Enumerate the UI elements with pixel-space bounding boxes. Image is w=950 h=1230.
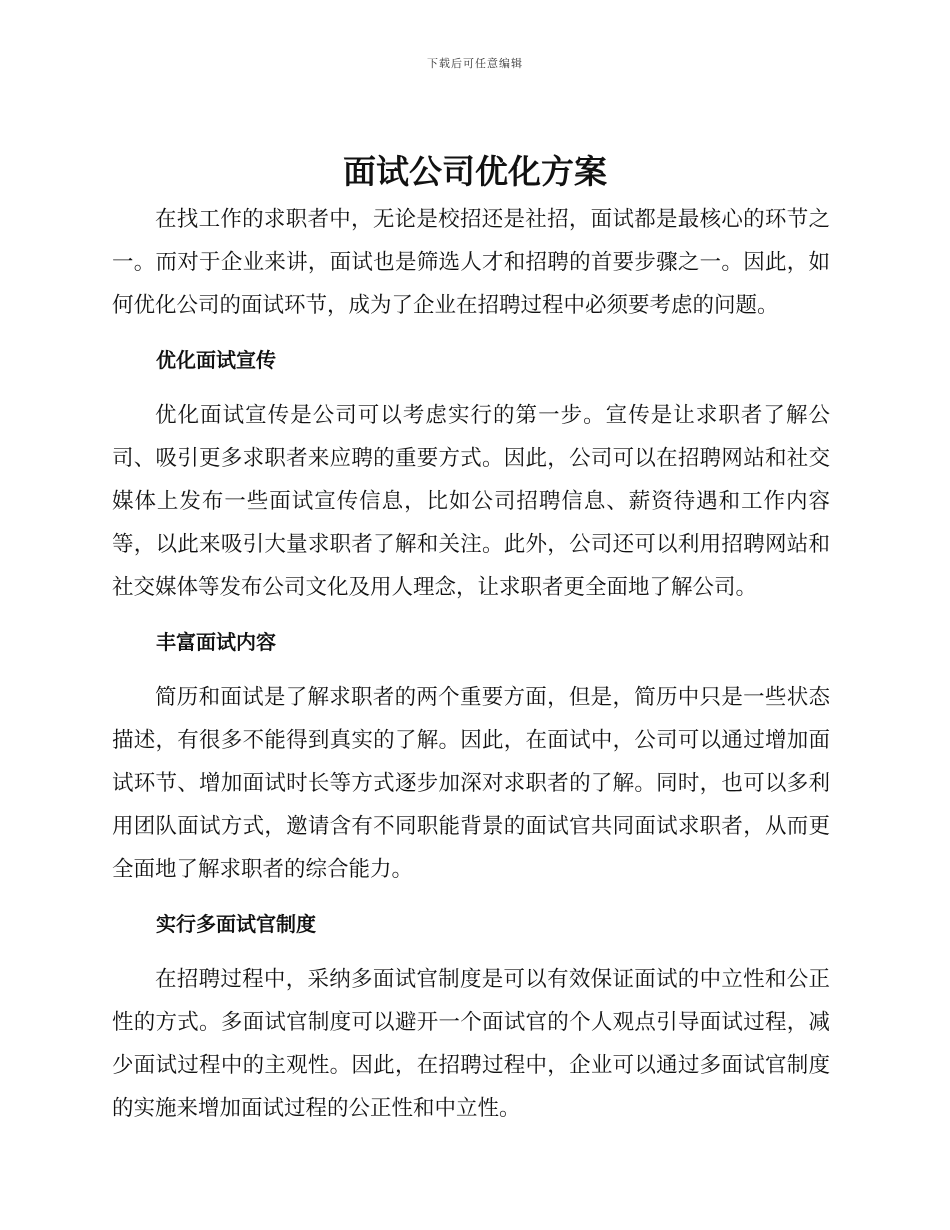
document-body [112,198,830,1130]
intro-paragraph: 在找工作的求职者中，无论是校招还是社招，面试都是最核心的环节之一。而对于企业来讲，面试也是筛选人才和招聘的首要步骤之一。因此，如何优化公司的面试环节，成为了企业在招聘过程中必须要考虑的问题。 [112,207,830,318]
section-heading-promotion: 优化面试宣传 [156,348,276,372]
page-title: 面试公司优化方案 [343,152,607,191]
header-note: 下载后可任意编辑 [427,57,523,70]
section-heading-content: 丰富面试内容 [156,630,276,654]
section-heading-multi-interviewer: 实行多面试官制度 [156,912,316,936]
section-paragraph-promotion: 优化面试宣传是公司可以考虑实行的第一步。宣传是让求职者了解公司、吸引更多求职者来应聘的重要方式。因此，公司可以在招聘网站和社交媒体上发布一些面试宣传信息，比如公司招聘信息、薪资待遇和工作内容等，以此来吸引大量求职者了解和关注。此外，公司还可以利用招聘网站和社交媒体等发布公司文化及用人理念，让求职者更全面地了解公司。 [112,403,830,600]
section-paragraph-multi-interviewer: 在招聘过程中，采纳多面试官制度是可以有效保证面试的中立性和公正性的方式。多面试官制度可以避开一个面试官的个人观点引导面试过程，减少面试过程中的主观性。因此，在招聘过程中，企业可以通过多面试官制度的实施来增加面试过程的公正性和中立性。 [112,967,830,1121]
section-paragraph-content: 简历和面试是了解求职者的两个重要方面，但是，简历中只是一些状态描述，有很多不能得到真实的了解。因此，在面试中，公司可以通过增加面试环节、增加面试时长等方式逐步加深对求职者的了解。同时，也可以多利用团队面试方式，邀请含有不同职能背景的面试官共同面试求职者，从而更全面地了解求职者的综合能力。 [112,685,830,882]
